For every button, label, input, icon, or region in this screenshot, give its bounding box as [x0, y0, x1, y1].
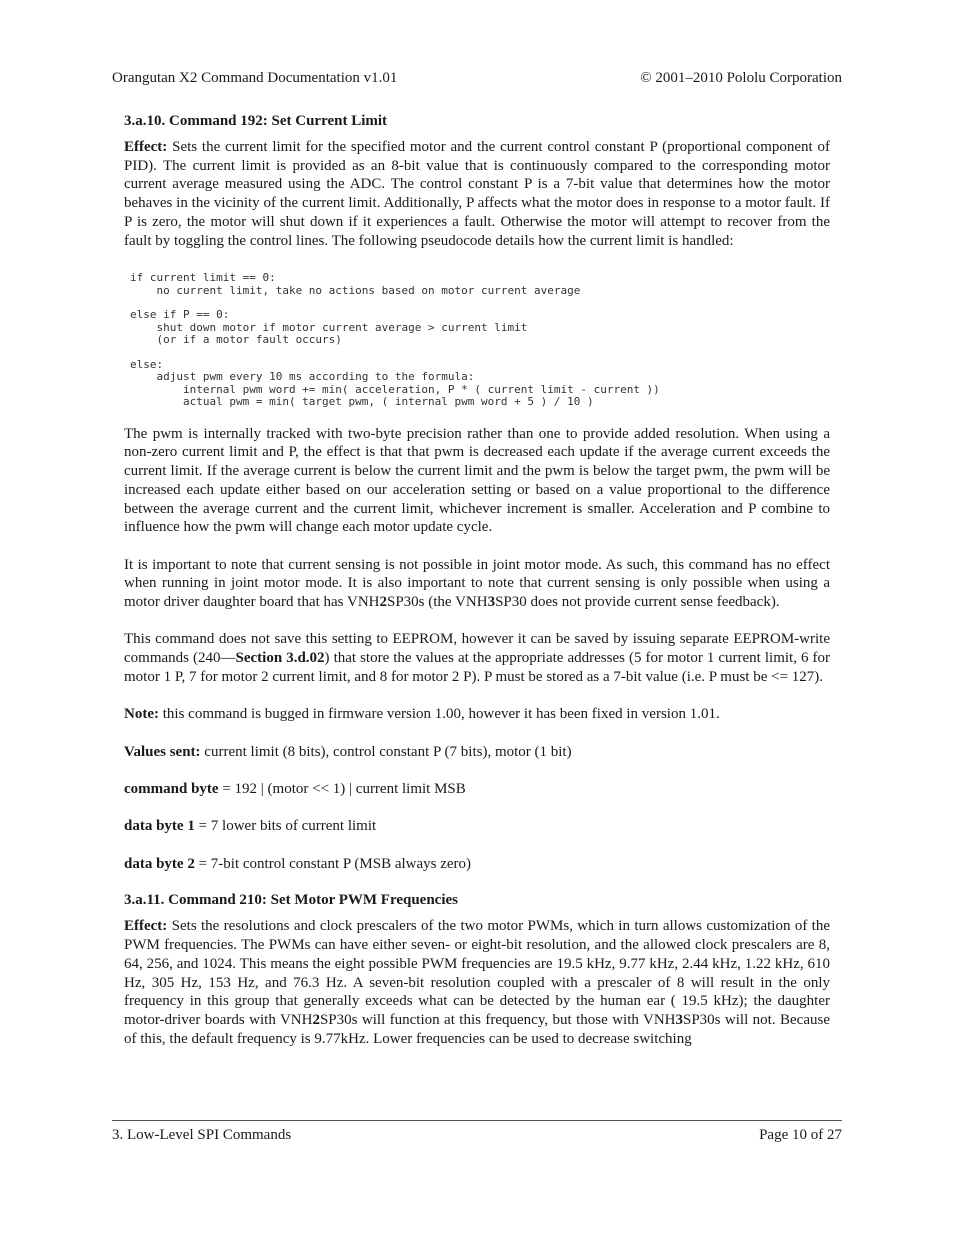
effect-text: Sets the current limit for the specified motor and the current control constant P (proportional component of PID). The current limit is provided as an 8-bit value that is continuously compared to the corresponding motor current average measured using the ADC. The control constant P is a 7-bit value that determines how the motor behaves in the vicinity of the current limit. Additionally, P affects what the motor does in response to a motor fault. If P is zero, the motor will shut down if it experiences a fault. Otherwise the motor will attempt to recover from the fault by toggling the control lines. The following pseudocode details how the current limit is handled: — [124, 139, 830, 249]
section-title-192: 3.a.10. Command 192: Set Current Limit — [124, 113, 388, 129]
data-byte-2-label: data byte 2 — [124, 855, 195, 872]
note-paragraph — [124, 705, 830, 724]
pwm-paragraph: The pwm is internally tracked with two-byte precision rather than one to provide added resolution. When using a non-zero current limit and P, the effect is that that pwm is decreased each update if the average current exceeds the current limit. If the average current is below the current limit and the pwm is below the target pwm, the pwm will be increased each update either based on our acceleration setting or based on a value proportional to the difference between the average current and the current limit, whichever increment is smaller. Acceleration and P combine to influence how the pwm will change each motor update cycle. — [124, 425, 830, 536]
data-byte-1-label: data byte 1 — [124, 818, 195, 835]
note-text: this command is bugged in firmware version 1.00, however it has been fixed in version 1.01. — [158, 706, 720, 723]
page-content — [124, 112, 830, 1048]
joint-text-c: SP30s (the VNH — [387, 594, 488, 610]
joint-mode-paragraph — [124, 556, 830, 612]
effect-bold-2: 2 — [312, 1011, 320, 1028]
values-label: Values sent: — [124, 743, 201, 760]
effect-label-210: Effect: — [124, 918, 168, 935]
values-text: current limit (8 bits), control constant P (7 bits), motor (1 bit) — [200, 743, 572, 760]
page-footer — [112, 1127, 842, 1144]
effect-text-c: SP30s will function at this frequency, but those with VNH — [319, 1011, 676, 1028]
eeprom-paragraph — [124, 630, 830, 686]
eeprom-text-a: This command does not save this setting to EEPROM, however it can be saved by issuing separate EEPROM-write commands (240— — [124, 631, 830, 667]
footer-section: 3. Low-Level SPI Commands — [112, 1127, 292, 1143]
data-byte-1-text: = 7 lower bits of current limit — [194, 818, 377, 835]
joint-bold-2: 2 — [379, 594, 387, 610]
data-byte-2-text: = 7-bit control constant P (MSB always zero) — [194, 855, 472, 872]
page-number: Page 10 of 27 — [759, 1127, 842, 1143]
effect-paragraph-210 — [124, 917, 830, 1048]
section-title-210: 3.a.11. Command 210: Set Motor PWM Frequencies — [124, 892, 458, 909]
values-sent-paragraph — [124, 743, 830, 762]
effect-text-d: SP30s will not. Because of this, the default frequency is 9.77kHz. Lower frequencies can be used to decrease switching — [124, 1011, 830, 1047]
command-byte-label: command byte — [124, 780, 219, 797]
joint-text-d: SP30 does not provide current sense feedback). — [495, 594, 780, 610]
section-link[interactable]: Section 3.d.02 — [235, 650, 325, 667]
joint-bold-3: 3 — [487, 594, 496, 610]
joint-text-a: It is important to note that current sensing is not possible in joint motor mode. As such, this command has no effect when running in joint motor mode. It is also important to note that current sensing is only possible when using a motor driver daughter board that has VNH — [124, 556, 830, 610]
note-label: Note: — [124, 706, 159, 723]
pseudocode-block: if current limit == 0: no current limit, take no actions based on motor current average else if P == 0: shut down motor if motor current average > current limit (or if a motor fault occurs) else: adjust pwm every 10 ms according to the formula: internal pwm word += min( acceleration, P * ( current limit - current )) actual pwm = min( target pwm, ( internal pwm word + 5 ) / 10 ) — [130, 271, 660, 409]
header-copyright: © 2001–2010 Pololu Corporation — [640, 70, 842, 86]
effect-text-a: Sets the resolutions and clock prescalers of the two motor PWMs, which in turn allows customization of the PWM frequencies. The PWMs can have either seven- or eight-bit resolution, and the allowed clock prescalers are 8, 64, 256, and 1024. This means the eight possible PWM frequencies are 19.5 kHz, 9.77 kHz, 2.44 kHz, 1.22 kHz, 610 Hz, 305 Hz, 153 Hz, and 76.3 Hz. A seven-bit resolution coupled with a prescaler of 8 will result in the only frequency in this group that generally exceeds what can be detected by the human ear ( 19.5 kHz); the daughter motor-driver boards with VNH — [124, 918, 830, 1028]
effect-bold-3: 3 — [675, 1011, 683, 1028]
footer-divider — [112, 1120, 842, 1121]
header-title: Orangutan X2 Command Documentation v1.01 — [112, 70, 398, 86]
data-byte-2-paragraph — [124, 855, 830, 874]
effect-paragraph-192 — [124, 138, 830, 250]
effect-label: Effect: — [124, 139, 168, 155]
command-byte-text: = 192 | (motor << 1) | current limit MSB — [218, 780, 466, 797]
data-byte-1-paragraph — [124, 817, 830, 836]
eeprom-text-c: ) that store the values at the appropriate addresses (5 for motor 1 current limit, 6 for motor 1 P, 7 for motor 2 current limit, and 8 for motor 2 P). P must be stored as a 7-bit value (i.e. P must be <= 127). — [124, 650, 830, 685]
page-header — [112, 70, 842, 87]
command-byte-paragraph — [124, 780, 830, 799]
